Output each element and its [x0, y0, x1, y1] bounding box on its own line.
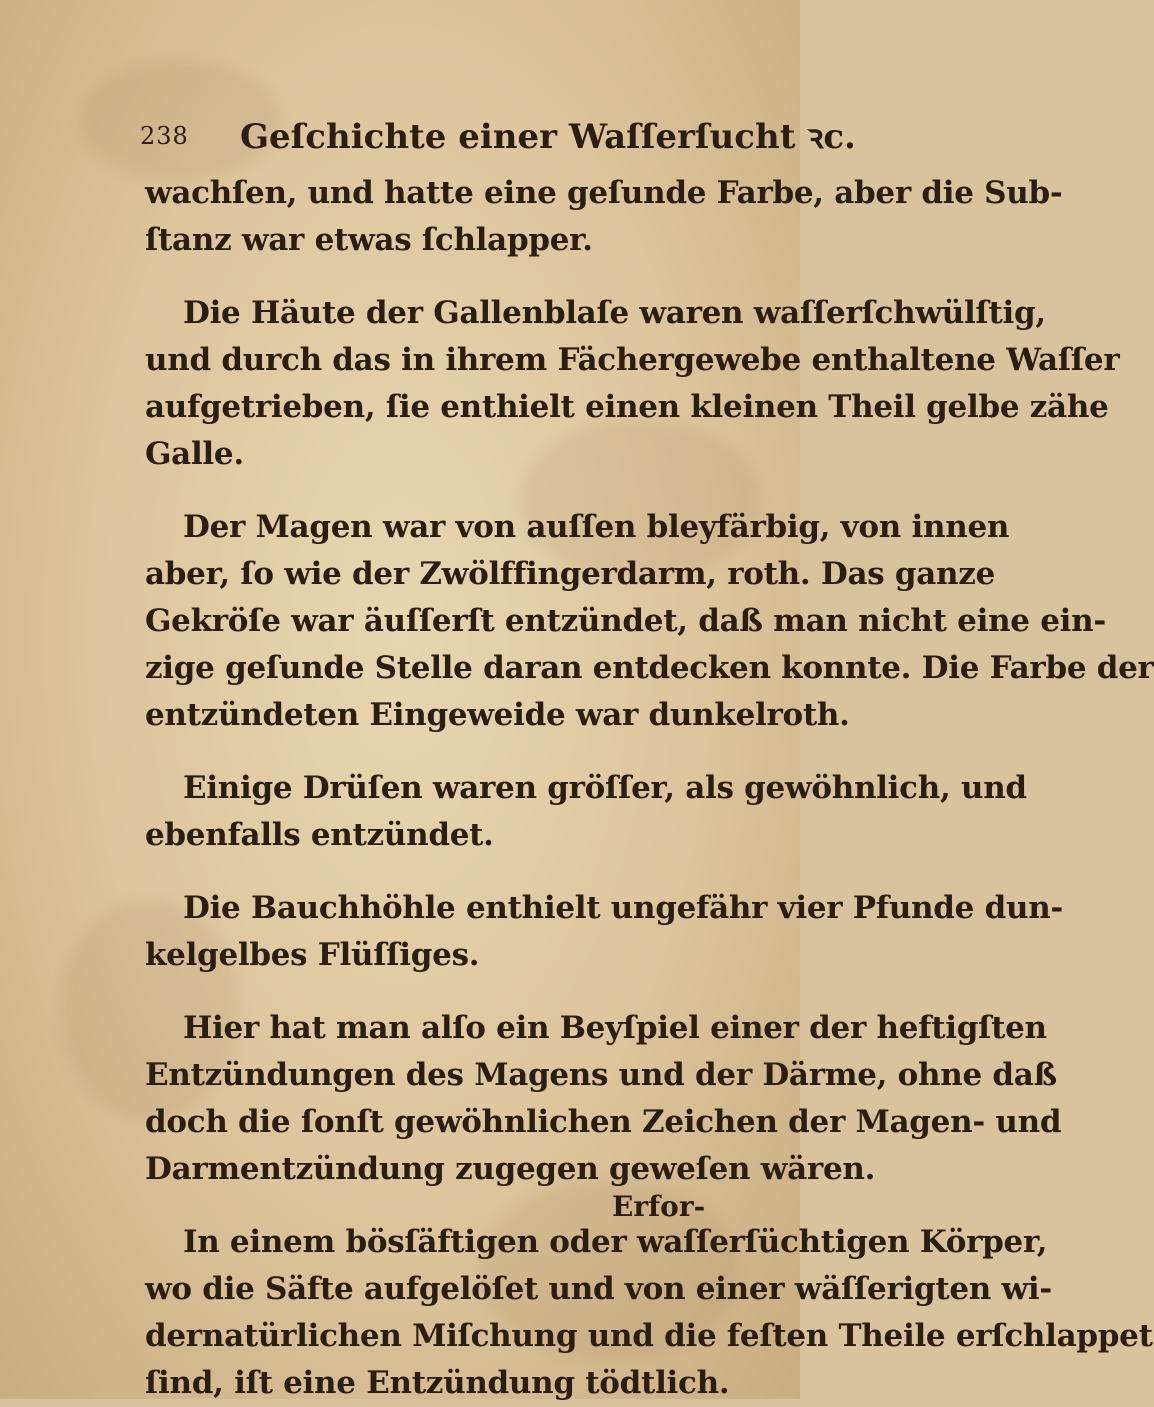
text-line: Einige Drüſen waren gröſſer, als gewöhnlich, und — [183, 770, 1027, 806]
paragraph — [145, 885, 1064, 979]
text-line: ebenfalls entzündet. — [145, 817, 494, 853]
text-line: kelgelbes Flüſſiges. — [145, 937, 480, 973]
text-line: zige geſunde Stelle daran entdecken konnte. Die Farbe der — [145, 650, 1154, 686]
text-line: dernatürlichen Miſchung und die feſten Theile erſchlappet — [145, 1318, 1153, 1354]
page-number: 238 — [140, 122, 189, 150]
text-line: Galle. — [145, 436, 244, 472]
paragraph — [145, 765, 1027, 859]
text-line: ſtanz war etwas ſchlapper. — [145, 222, 593, 258]
text-line: Hier hat man alſo ein Beyſpiel einer der heftigſten — [183, 1010, 1047, 1046]
text-line: In einem bösſäftigen oder waſſerſüchtigen Körper, — [183, 1224, 1048, 1260]
paragraph — [145, 504, 1154, 739]
text-line: Entzündungen des Magens und der Därme, ohne daß — [145, 1057, 1057, 1093]
text-line: ſind, iſt eine Entzündung tödtlich. — [145, 1365, 730, 1401]
text-line: Die Bauchhöhle enthielt ungefähr vier Pfunde dun- — [183, 890, 1064, 926]
text-line: wo die Säfte aufgelöſet und von einer wäſſerigten wi- — [145, 1271, 1052, 1307]
paragraph — [145, 1219, 1153, 1407]
text-line: Darmentzündung zugegen geweſen wären. — [145, 1151, 876, 1187]
page-header — [140, 112, 856, 162]
text-line: Die Häute der Gallenblaſe waren waſſerſchwülſtig, — [183, 295, 1046, 331]
paragraph — [145, 170, 1063, 264]
catchword: Erfor- — [612, 1190, 706, 1223]
text-line: aufgetrieben, ſie enthielt einen kleinen Theil gelbe zähe — [145, 389, 1109, 425]
text-line: Der Magen war von auſſen bleyfärbig, von innen — [183, 509, 1010, 545]
paragraph — [145, 290, 1120, 478]
text-line: aber, ſo wie der Zwölffingerdarm, roth. Das ganze — [145, 556, 996, 592]
text-line: wachſen, und hatte eine geſunde Farbe, aber die Sub- — [145, 175, 1063, 211]
running-title: Geſchichte einer Waſſerſucht ꝛc. — [240, 117, 856, 157]
text-line: entzündeten Eingeweide war dunkelroth. — [145, 697, 850, 733]
text-line: Gekröſe war äuſſerſt entzündet, daß man nicht eine ein- — [145, 603, 1106, 639]
text-line: und durch das in ihrem Fächergewebe enthaltene Waſſer — [145, 342, 1120, 378]
paragraph — [145, 1005, 1062, 1193]
text-line: doch die ſonſt gewöhnlichen Zeichen der Magen- und — [145, 1104, 1062, 1140]
